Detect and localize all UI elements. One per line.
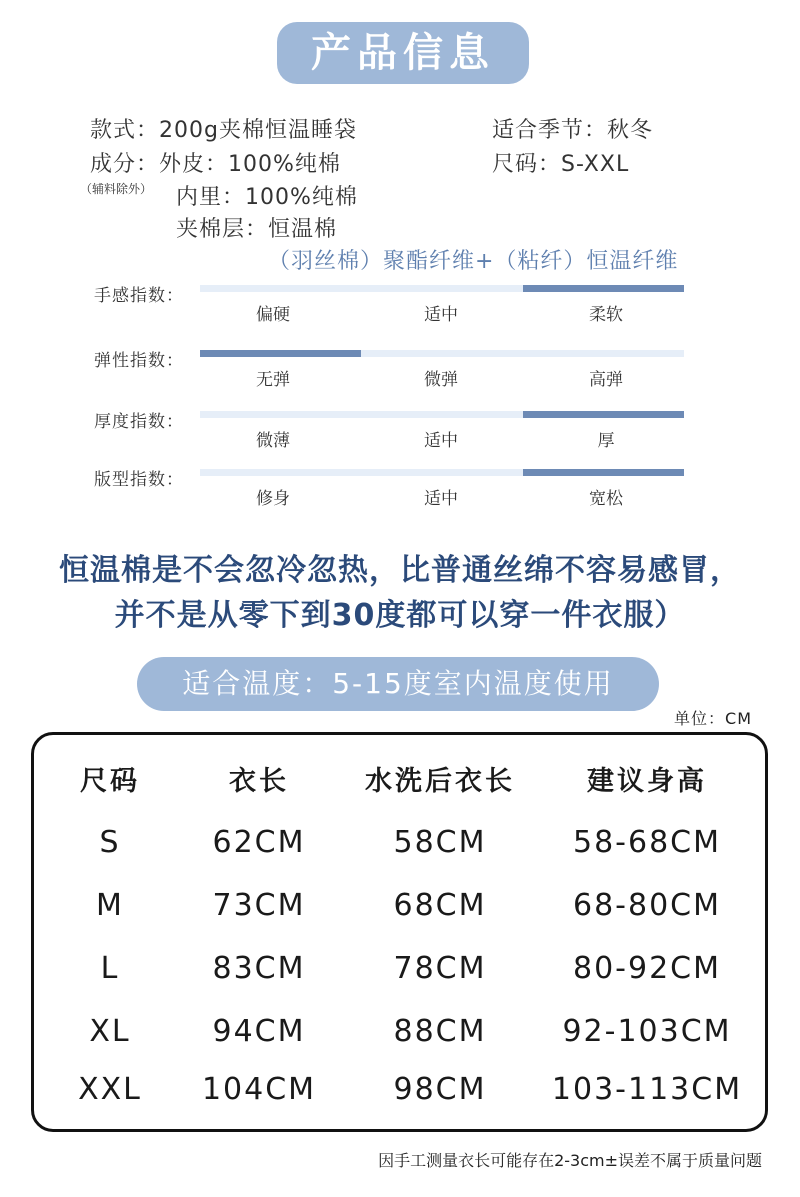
index-option: 适中 [424,489,458,509]
index-label: 厚度指数： [94,412,184,432]
index-option: 修身 [256,489,290,509]
index-bar [200,350,684,357]
index-bar-selected [523,411,684,418]
table-cell: XL [89,1014,131,1049]
table-cell: 104CM [201,1072,317,1107]
index-bar [200,469,684,476]
table-header-cell: 衣长 [229,766,289,797]
unit-label: 单位：CM [674,709,752,728]
table-cell: 94CM [212,1014,306,1049]
index-option: 偏硬 [256,305,290,325]
table-cell: 78CM [393,951,487,986]
lining-info: 内里：100%纯棉 [176,185,358,210]
table-cell: M [96,888,124,923]
index-option: 厚 [597,431,615,451]
table-header-cell: 水洗后衣长 [365,766,515,797]
padding-info: 夹棉层：恒温棉 [176,217,338,242]
table-cell: 58-68CM [572,825,721,860]
table-cell: 103-113CM [551,1072,743,1107]
table-cell: S [99,825,121,860]
season-info: 适合季节：秋冬 [492,118,654,143]
index-option: 适中 [424,431,458,451]
table-cell: 88CM [393,1014,487,1049]
index-option: 宽松 [589,489,623,509]
size-table [31,732,768,1132]
statement-line-1: 恒温棉是不会忽冷忽热，比普通丝绵不容易感冒， [59,553,741,588]
index-option: 柔软 [589,305,623,325]
measurement-footnote: 因手工测量衣长可能存在2-3cm±误差不属于质量问题 [378,1151,762,1170]
table-cell: 83CM [212,951,306,986]
index-bar [200,411,684,418]
style-info: 款式：200g夹棉恒温睡袋 [90,118,357,143]
index-bar-selected [200,350,361,357]
table-cell: L [100,951,120,986]
table-cell: 62CM [212,825,306,860]
index-option: 微薄 [256,431,290,451]
size-range-info: 尺码：S-XXL [492,152,630,177]
accessory-exclusion-note: （辅料除外） [80,182,153,196]
padding-detail: （羽丝棉）聚酯纤维+（粘纤）恒温纤维 [268,249,679,274]
index-label: 版型指数： [94,470,184,490]
index-option: 适中 [424,305,458,325]
index-label: 弹性指数： [94,351,184,371]
index-bar-selected [523,469,684,476]
table-cell: 58CM [393,825,487,860]
table-header-cell: 建议身高 [587,766,707,797]
table-cell: XXL [78,1072,142,1107]
table-cell: 92-103CM [562,1014,732,1049]
table-cell: 68-80CM [572,888,721,923]
table-cell: 80-92CM [572,951,721,986]
table-header-cell: 尺码 [80,766,140,797]
statement-line-2: 并不是从零下到30度都可以穿一件衣服） [114,598,686,633]
page-title: 产品信息 [277,22,529,84]
index-bar-selected [523,285,684,292]
index-option: 高弹 [589,370,623,390]
table-cell: 73CM [212,888,306,923]
composition-info: 成分：外皮：100%纯棉 [90,152,341,177]
temperature-badge: 适合温度：5-15度室内温度使用 [137,657,659,711]
index-bar [200,285,684,292]
index-option: 微弹 [424,370,458,390]
table-cell: 68CM [393,888,487,923]
index-label: 手感指数： [94,286,184,306]
index-option: 无弹 [256,370,290,390]
table-cell: 98CM [393,1072,487,1107]
